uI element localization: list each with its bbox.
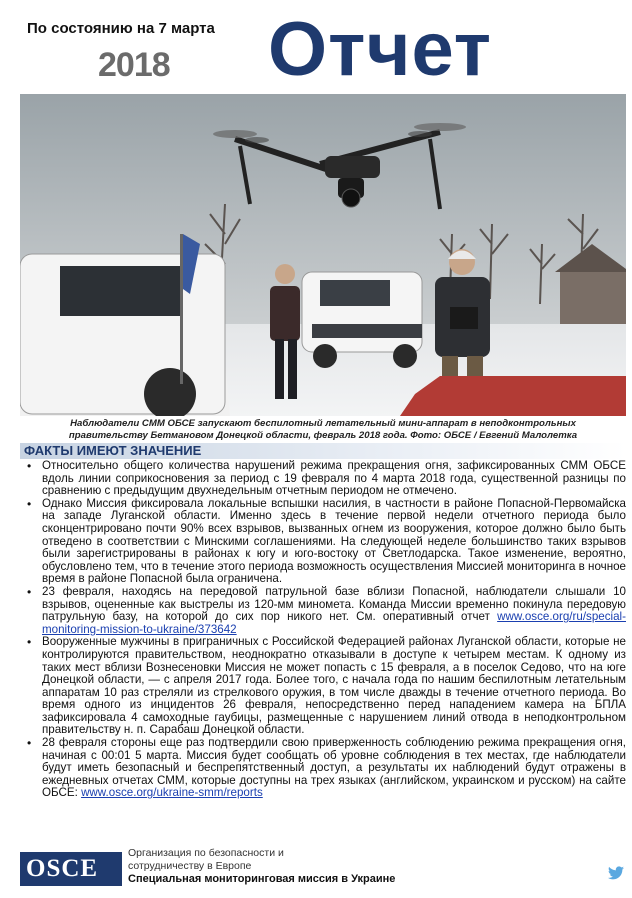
bullet-item: • Однако Миссия фиксировала локальные вспышки насилия, в частности в районе Попасной-Первомайска на западе Луганской области. Именно здесь в течение первой недели отчетного периода было сконцентрировано почти 90% всех взрывов, вызванных огнем из вооружения, которое должно было быть отведено в соответствии с Минскими соглашениями. На следующей неделе большинство таких взрывов были зарегистрированы в районах к югу и юго-востоку от Светлодарска. Такое изменение, вероятно, обусловлено тем, что в течение этого периода возможность осуществления Миссией мониторинга в ночное время в районе Попасной была ограничена. [20, 498, 626, 586]
report-year: 2018 [98, 46, 170, 84]
bullet-item [20, 586, 626, 636]
bullet-item: • Вооруженные мужчины в приграничных с Российской Федерацией районах Луганской области, которые не контролируются правительством, неоднократно отказывали в доступе к четырем местам. К одному из таких мест вблизи Вознесеновки Миссия не может попасть с 15 февраля, а в поселок Седово, что на юге Донецкой области, — с апреля 2017 года. Более того, с начала года по нашим беспилотным летательным аппаратам 10 раз стреляли из стрелкового оружия, в том числе дважды в течение отчетного периода. Во время одного из инцидентов 26 февраля, непосредственно перед нападением камера на БПЛА зафиксировала 4 самоходные гаубицы, размещенные с нарушением линий отвода в неподконтрольном правительству н. п. Сарабаш Донецкой области. [20, 636, 626, 737]
page-title: Отчет [268, 7, 492, 92]
caption-line-2: правительству Бетмановом Донецкой области, февраль 2018 года. Фото: ОБСЕ / Евгений Малолетка [68, 429, 578, 441]
caption-line-1: Наблюдатели СММ ОБСЕ запускают беспилотный летательный мини-аппарат в неподконтрольных [70, 418, 576, 429]
report-date: По состоянию на 7 марта [27, 20, 215, 37]
section-title: ФАКТЫ ИМЕЮТ ЗНАЧЕНИЕ [24, 443, 202, 458]
bullet-item [20, 737, 626, 800]
reports-link[interactable]: www.osce.org/ukraine-smm/reports [81, 786, 263, 800]
bullet-item: • Относительно общего количества нарушений режима прекращения огня, зафиксированных СММ ОБСЕ вдоль линии соприкосновения за период с 19 февраля по 4 марта 2018 года, существенной разницы по сравнению с предыдущим двухнедельным отчетным периодом не отмечено. [20, 460, 626, 498]
photo-caption [20, 418, 626, 441]
osce-logo-text: OSCE [26, 855, 99, 882]
bullet-list [20, 460, 626, 800]
org-name-line-1: Организация по безопасности и [128, 847, 284, 859]
report-link[interactable]: www.osce.org/ru/special-monitoring-mission-to-ukraine/373642 [42, 610, 626, 636]
mission-name: Специальная мониторинговая миссия в Украине [128, 873, 396, 885]
bullet-text: 23 февраля, находясь на передовой патрульной базе вблизи Попасной, наблюдатели слышали 10 взрывов, оцененные как выстрелы из 120-мм минометa. Команда Миссии временно покинула передовую патрульную базу, на которой до сих пор никого нет. См. оперативный отчет [42, 584, 626, 624]
org-name-line-2: сотрудничеству в Европе [128, 860, 252, 872]
twitter-icon[interactable] [608, 866, 624, 880]
bullet-text: 28 февраля стороны еще раз подтвердили свою приверженность соблюдению режима прекращения огня, начиная с 00:01 5 марта. Миссия будет сообщать об уровне соблюдения в тех местах, где наблюдатели будут иметь безопасный и беспрепятственный доступ, а результаты их наблюдений будут отражены в ежедневных отчетах СММ, которые доступны на трех языках (английском, украинском и русском) на сайте ОБСЕ: [42, 736, 626, 800]
hero-photo [20, 94, 626, 416]
osce-logo [20, 852, 122, 886]
